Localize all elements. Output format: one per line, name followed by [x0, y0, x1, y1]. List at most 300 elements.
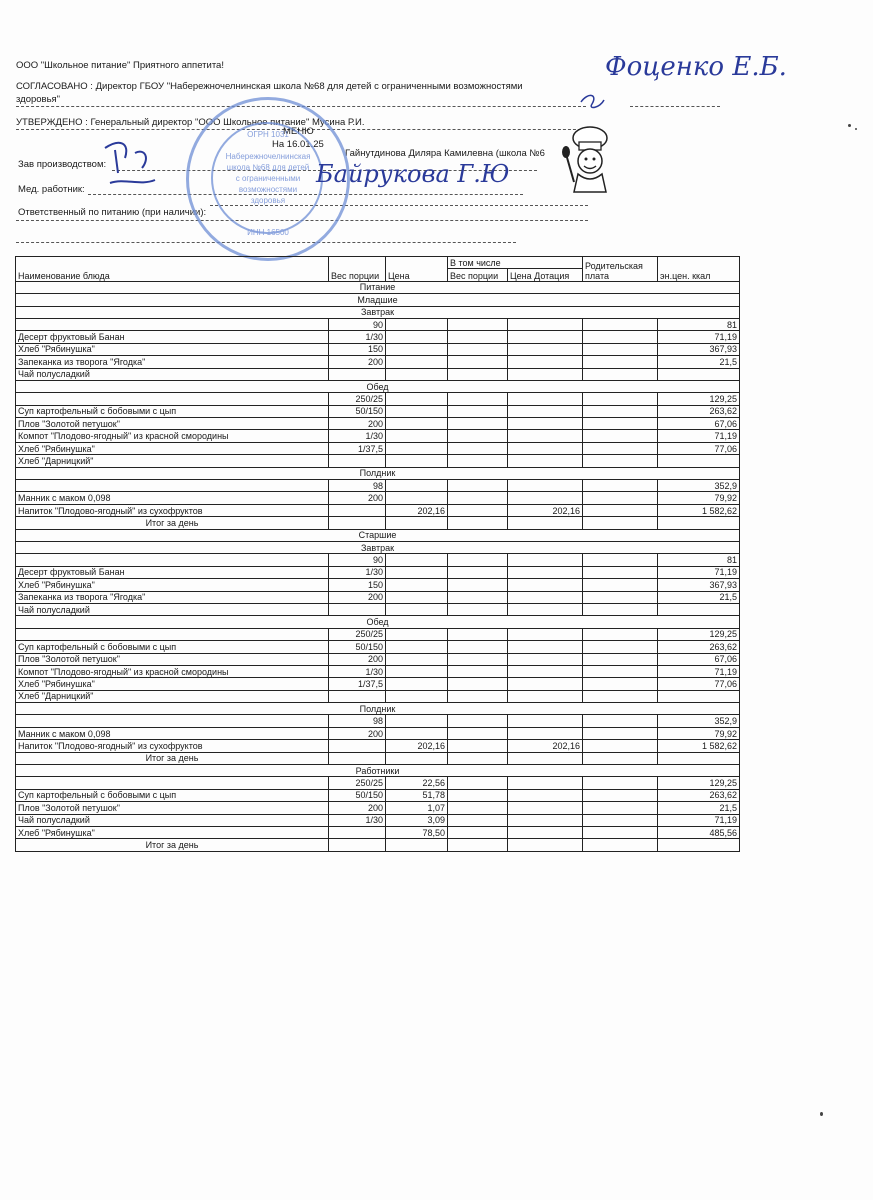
incl-price-cell — [508, 653, 583, 665]
price-cell — [386, 554, 448, 566]
weight-cell: 250/25 — [329, 628, 386, 640]
weight-cell: 98 — [329, 480, 386, 492]
table-row — [16, 802, 740, 814]
stamp-text: ОГРН 1031 — [247, 130, 289, 139]
price-cell: 22,56 — [386, 777, 448, 789]
incl-price-cell: 202,16 — [508, 504, 583, 516]
weight-cell: 50/150 — [329, 641, 386, 653]
scan-speck — [855, 128, 857, 130]
incl-weight-cell — [448, 690, 508, 702]
table-row — [16, 814, 740, 826]
table-row — [16, 455, 740, 467]
table-row — [16, 579, 740, 591]
parental-fee-cell — [583, 566, 658, 578]
menu-table — [15, 256, 740, 852]
table-row — [16, 393, 740, 405]
weight-cell: 90 — [329, 318, 386, 330]
incl-price-cell — [508, 826, 583, 838]
table-row — [16, 690, 740, 702]
incl-price-cell — [508, 802, 583, 814]
price-cell — [386, 690, 448, 702]
weight-cell — [329, 603, 386, 615]
weight-cell — [329, 517, 386, 529]
dish-name-cell: Плов "Золотой петушок" — [16, 418, 329, 430]
section-label: Питание — [16, 281, 740, 293]
incl-weight-cell — [448, 393, 508, 405]
dish-name-cell: Компот "Плодово-ягодный" из красной смородины — [16, 430, 329, 442]
weight-cell: 200 — [329, 418, 386, 430]
kcal-cell: 81 — [658, 318, 740, 330]
dish-name-cell — [16, 777, 329, 789]
incl-price-cell — [508, 566, 583, 578]
chef-logo-icon — [560, 124, 618, 194]
weight-cell: 200 — [329, 727, 386, 739]
table-row — [16, 405, 740, 417]
weight-cell: 1/30 — [329, 665, 386, 677]
kcal-cell — [658, 455, 740, 467]
price-cell — [386, 343, 448, 355]
table-row — [16, 480, 740, 492]
parental-fee-cell — [583, 752, 658, 764]
incl-weight-cell — [448, 839, 508, 851]
total-row — [16, 839, 740, 851]
price-cell — [386, 579, 448, 591]
incl-price-cell — [508, 591, 583, 603]
price-cell — [386, 591, 448, 603]
incl-weight-cell — [448, 777, 508, 789]
dish-name-cell: Хлеб "Рябинушка" — [16, 579, 329, 591]
header-weight: Вес порции — [329, 257, 386, 282]
responsible-label: Ответственный по питанию (при наличии): — [18, 207, 207, 218]
section-label: Полдник — [16, 703, 740, 715]
incl-price-cell — [508, 715, 583, 727]
section-label: Обед — [16, 380, 740, 392]
kcal-cell: 1 582,62 — [658, 740, 740, 752]
kcal-cell: 71,19 — [658, 665, 740, 677]
price-cell — [386, 665, 448, 677]
section-row — [16, 703, 740, 715]
weight-cell — [329, 740, 386, 752]
table-row — [16, 418, 740, 430]
dish-name-cell: Суп картофельный с бобовыми с цып — [16, 789, 329, 801]
director-signature: Фоценко Е.Б. — [605, 52, 787, 82]
incl-price-cell — [508, 492, 583, 504]
incl-price-cell — [508, 690, 583, 702]
approved-line: УТВЕРЖДЕНО : Генеральный директор "ООО Школьное питание" Мусина Р.И. — [16, 117, 365, 128]
incl-price-cell — [508, 603, 583, 615]
parental-fee-cell — [583, 789, 658, 801]
incl-weight-cell — [448, 554, 508, 566]
incl-weight-cell — [448, 579, 508, 591]
section-row — [16, 467, 740, 479]
section-label: Полдник — [16, 467, 740, 479]
section-row — [16, 281, 740, 293]
price-cell — [386, 566, 448, 578]
parental-fee-cell — [583, 430, 658, 442]
incl-price-cell — [508, 839, 583, 851]
incl-price-cell — [508, 678, 583, 690]
parental-fee-cell — [583, 653, 658, 665]
incl-weight-cell — [448, 343, 508, 355]
weight-cell: 250/25 — [329, 393, 386, 405]
production-label: Зав производством: — [18, 159, 107, 170]
parental-fee-cell — [583, 715, 658, 727]
dish-name-cell: Манник с маком 0,098 — [16, 727, 329, 739]
kcal-cell — [658, 603, 740, 615]
parental-fee-cell — [583, 628, 658, 640]
section-label: Обед — [16, 616, 740, 628]
incl-price-cell: 202,16 — [508, 740, 583, 752]
kcal-cell — [658, 839, 740, 851]
dish-name-cell: Напиток "Плодово-ягодный" из сухофруктов — [16, 504, 329, 516]
weight-cell — [329, 368, 386, 380]
section-row — [16, 765, 740, 777]
price-cell — [386, 653, 448, 665]
dish-name-cell: Плов "Золотой петушок" — [16, 802, 329, 814]
weight-cell: 150 — [329, 579, 386, 591]
weight-cell: 50/150 — [329, 405, 386, 417]
kcal-cell: 71,19 — [658, 566, 740, 578]
incl-price-cell — [508, 517, 583, 529]
dish-name-cell: Хлеб "Дарницкий" — [16, 690, 329, 702]
weight-cell: 200 — [329, 591, 386, 603]
weight-cell — [329, 826, 386, 838]
price-cell — [386, 727, 448, 739]
incl-weight-cell — [448, 566, 508, 578]
kcal-cell: 79,92 — [658, 492, 740, 504]
weight-cell: 98 — [329, 715, 386, 727]
table-row — [16, 331, 740, 343]
table-row — [16, 665, 740, 677]
price-cell: 202,16 — [386, 504, 448, 516]
dish-name-cell: Компот "Плодово-ягодный" из красной смородины — [16, 665, 329, 677]
kcal-cell: 263,62 — [658, 789, 740, 801]
weight-cell — [329, 839, 386, 851]
dish-name-cell: Суп картофельный с бобовыми с цып — [16, 641, 329, 653]
dish-name-cell: Плов "Золотой петушок" — [16, 653, 329, 665]
table-row — [16, 678, 740, 690]
incl-weight-cell — [448, 517, 508, 529]
dish-name-cell: Итог за день — [16, 517, 329, 529]
initials-scribble — [578, 90, 608, 114]
parental-fee-cell — [583, 405, 658, 417]
stamp-text: здоровья — [250, 196, 286, 205]
price-cell — [386, 331, 448, 343]
incl-price-cell — [508, 405, 583, 417]
parental-fee-cell — [583, 418, 658, 430]
table-row — [16, 430, 740, 442]
kcal-cell: 129,25 — [658, 777, 740, 789]
weight-cell: 150 — [329, 343, 386, 355]
dish-name-cell: Запеканка из творога "Ягодка" — [16, 591, 329, 603]
header-including: В том числе — [448, 257, 583, 269]
parental-fee-cell — [583, 690, 658, 702]
price-cell — [386, 517, 448, 529]
table-row — [16, 603, 740, 615]
price-cell — [386, 442, 448, 454]
section-label: Завтрак — [16, 306, 740, 318]
agreed-line-cont: здоровья" — [16, 94, 61, 105]
price-cell — [386, 678, 448, 690]
weight-cell: 200 — [329, 356, 386, 368]
dish-name-cell: Десерт фруктовый Банан — [16, 331, 329, 343]
table-row — [16, 566, 740, 578]
incl-weight-cell — [448, 789, 508, 801]
incl-weight-cell — [448, 504, 508, 516]
price-cell — [386, 418, 448, 430]
parental-fee-cell — [583, 343, 658, 355]
parental-fee-cell — [583, 591, 658, 603]
header-incl-price-subsidy: Цена Дотация — [508, 269, 583, 281]
weight-cell: 200 — [329, 653, 386, 665]
table-header-row — [16, 257, 740, 269]
kcal-cell: 21,5 — [658, 802, 740, 814]
header-price: Цена — [386, 257, 448, 282]
incl-weight-cell — [448, 480, 508, 492]
dish-name-cell — [16, 554, 329, 566]
table-row — [16, 356, 740, 368]
parental-fee-cell — [583, 727, 658, 739]
incl-weight-cell — [448, 430, 508, 442]
price-cell — [386, 839, 448, 851]
dish-name-cell — [16, 715, 329, 727]
parental-fee-cell — [583, 356, 658, 368]
price-cell — [386, 492, 448, 504]
table-row — [16, 318, 740, 330]
price-cell — [386, 641, 448, 653]
parental-fee-cell — [583, 603, 658, 615]
price-cell — [386, 480, 448, 492]
incl-weight-cell — [448, 603, 508, 615]
kcal-cell: 263,62 — [658, 641, 740, 653]
kcal-cell: 367,93 — [658, 579, 740, 591]
incl-weight-cell — [448, 678, 508, 690]
kcal-cell — [658, 368, 740, 380]
incl-weight-cell — [448, 727, 508, 739]
dish-name-cell: Хлеб "Рябинушка" — [16, 678, 329, 690]
section-row — [16, 380, 740, 392]
parental-fee-cell — [583, 480, 658, 492]
table-row — [16, 715, 740, 727]
parental-fee-cell — [583, 504, 658, 516]
incl-price-cell — [508, 579, 583, 591]
kcal-cell: 1 582,62 — [658, 504, 740, 516]
dish-name-cell: Хлеб "Дарницкий" — [16, 455, 329, 467]
incl-weight-cell — [448, 331, 508, 343]
menu-title: МЕНЮ — [283, 126, 314, 137]
kcal-cell: 71,19 — [658, 430, 740, 442]
incl-weight-cell — [448, 641, 508, 653]
parental-fee-cell — [583, 740, 658, 752]
org-line: ООО "Школьное питание" Приятного аппетита! — [16, 60, 224, 71]
parental-fee-cell — [583, 368, 658, 380]
price-cell: 78,50 — [386, 826, 448, 838]
kcal-cell: 71,19 — [658, 331, 740, 343]
dish-name-cell: Напиток "Плодово-ягодный" из сухофруктов — [16, 740, 329, 752]
incl-weight-cell — [448, 455, 508, 467]
table-row — [16, 826, 740, 838]
section-row — [16, 529, 740, 541]
parental-fee-cell — [583, 455, 658, 467]
kcal-cell: 485,56 — [658, 826, 740, 838]
weight-cell — [329, 690, 386, 702]
agreed-sign-line — [630, 106, 720, 107]
dish-name-cell: Чай полусладкий — [16, 368, 329, 380]
price-cell: 3,09 — [386, 814, 448, 826]
stamp-text: с ограниченными — [235, 174, 301, 183]
incl-price-cell — [508, 442, 583, 454]
table-row — [16, 442, 740, 454]
med-worker-signature: Байрукова Г.Ю — [316, 160, 510, 188]
table-row — [16, 777, 740, 789]
kcal-cell — [658, 517, 740, 529]
section-label: Завтрак — [16, 541, 740, 553]
incl-weight-cell — [448, 740, 508, 752]
kcal-cell — [658, 752, 740, 764]
stamp-text: возможностями — [238, 185, 298, 194]
weight-cell: 1/30 — [329, 430, 386, 442]
parental-fee-cell — [583, 554, 658, 566]
incl-price-cell — [508, 789, 583, 801]
incl-price-cell — [508, 393, 583, 405]
table-row — [16, 554, 740, 566]
incl-weight-cell — [448, 405, 508, 417]
kcal-cell: 67,06 — [658, 653, 740, 665]
header-incl-weight: Вес порции — [448, 269, 508, 281]
dish-name-cell — [16, 628, 329, 640]
price-cell: 202,16 — [386, 740, 448, 752]
kcal-cell: 263,62 — [658, 405, 740, 417]
table-row — [16, 727, 740, 739]
price-cell — [386, 393, 448, 405]
stamp-text: Набережночелнинская — [225, 152, 311, 161]
dish-name-cell: Запеканка из творога "Ягодка" — [16, 356, 329, 368]
incl-price-cell — [508, 356, 583, 368]
incl-weight-cell — [448, 492, 508, 504]
kcal-cell: 21,5 — [658, 356, 740, 368]
incl-weight-cell — [448, 628, 508, 640]
incl-price-cell — [508, 665, 583, 677]
incl-weight-cell — [448, 368, 508, 380]
weight-cell: 200 — [329, 802, 386, 814]
incl-price-cell — [508, 343, 583, 355]
incl-price-cell — [508, 752, 583, 764]
kcal-cell: 129,25 — [658, 393, 740, 405]
kcal-cell: 67,06 — [658, 418, 740, 430]
dish-name-cell: Суп картофельный с бобовыми с цып — [16, 405, 329, 417]
table-row — [16, 591, 740, 603]
kcal-cell: 81 — [658, 554, 740, 566]
price-cell — [386, 455, 448, 467]
price-cell — [386, 405, 448, 417]
incl-weight-cell — [448, 752, 508, 764]
section-row — [16, 294, 740, 306]
weight-cell: 250/25 — [329, 777, 386, 789]
parental-fee-cell — [583, 826, 658, 838]
price-cell: 1,07 — [386, 802, 448, 814]
incl-price-cell — [508, 368, 583, 380]
section-label: Младшие — [16, 294, 740, 306]
incl-price-cell — [508, 430, 583, 442]
incl-weight-cell — [448, 653, 508, 665]
incl-weight-cell — [448, 826, 508, 838]
section-label: Старшие — [16, 529, 740, 541]
incl-price-cell — [508, 455, 583, 467]
scan-speck — [820, 1112, 823, 1116]
incl-weight-cell — [448, 442, 508, 454]
price-cell — [386, 628, 448, 640]
section-label: Работники — [16, 765, 740, 777]
weight-cell — [329, 455, 386, 467]
parental-fee-cell — [583, 665, 658, 677]
price-cell — [386, 356, 448, 368]
price-cell — [386, 603, 448, 615]
kcal-cell — [658, 690, 740, 702]
price-cell — [386, 368, 448, 380]
section-row — [16, 306, 740, 318]
parental-fee-cell — [583, 442, 658, 454]
weight-cell: 50/150 — [329, 789, 386, 801]
section-row — [16, 616, 740, 628]
header-dish-name: Наименование блюда — [16, 257, 329, 282]
kcal-cell: 77,06 — [658, 678, 740, 690]
dish-name-cell: Манник с маком 0,098 — [16, 492, 329, 504]
dish-name-cell: Хлеб "Рябинушка" — [16, 343, 329, 355]
price-cell — [386, 430, 448, 442]
parental-fee-cell — [583, 318, 658, 330]
dish-name-cell: Хлеб "Рябинушка" — [16, 826, 329, 838]
parental-fee-cell — [583, 777, 658, 789]
production-name: Гайнутдинова Диляра Камилевна (школа №6 — [345, 148, 545, 159]
dish-name-cell: Чай полусладкий — [16, 603, 329, 615]
incl-weight-cell — [448, 814, 508, 826]
weight-cell: 1/30 — [329, 814, 386, 826]
table-row — [16, 343, 740, 355]
section-row — [16, 541, 740, 553]
kcal-cell: 129,25 — [658, 628, 740, 640]
total-row — [16, 752, 740, 764]
weight-cell: 1/30 — [329, 331, 386, 343]
kcal-cell: 71,19 — [658, 814, 740, 826]
price-cell: 51,78 — [386, 789, 448, 801]
incl-price-cell — [508, 331, 583, 343]
table-row — [16, 641, 740, 653]
header-parental-fee: Родительская плата — [583, 257, 658, 282]
incl-weight-cell — [448, 665, 508, 677]
parental-fee-cell — [583, 517, 658, 529]
incl-weight-cell — [448, 356, 508, 368]
agreed-line: СОГЛАСОВАНО : Директор ГБОУ "Набережночелнинская школа №68 для детей с ограниченными возможностями — [16, 81, 523, 92]
price-cell — [386, 752, 448, 764]
dish-name-cell: Чай полусладкий — [16, 814, 329, 826]
incl-price-cell — [508, 418, 583, 430]
table-row — [16, 628, 740, 640]
header-energy: эн.цен. ккал — [658, 257, 740, 282]
dish-name-cell — [16, 318, 329, 330]
price-cell — [386, 318, 448, 330]
signature-scribble — [100, 138, 160, 198]
weight-cell: 90 — [329, 554, 386, 566]
kcal-cell: 352,9 — [658, 480, 740, 492]
parental-fee-cell — [583, 839, 658, 851]
parental-fee-cell — [583, 579, 658, 591]
parental-fee-cell — [583, 814, 658, 826]
dish-name-cell: Хлеб "Рябинушка" — [16, 442, 329, 454]
incl-price-cell — [508, 318, 583, 330]
incl-price-cell — [508, 727, 583, 739]
kcal-cell: 77,06 — [658, 442, 740, 454]
weight-cell — [329, 752, 386, 764]
